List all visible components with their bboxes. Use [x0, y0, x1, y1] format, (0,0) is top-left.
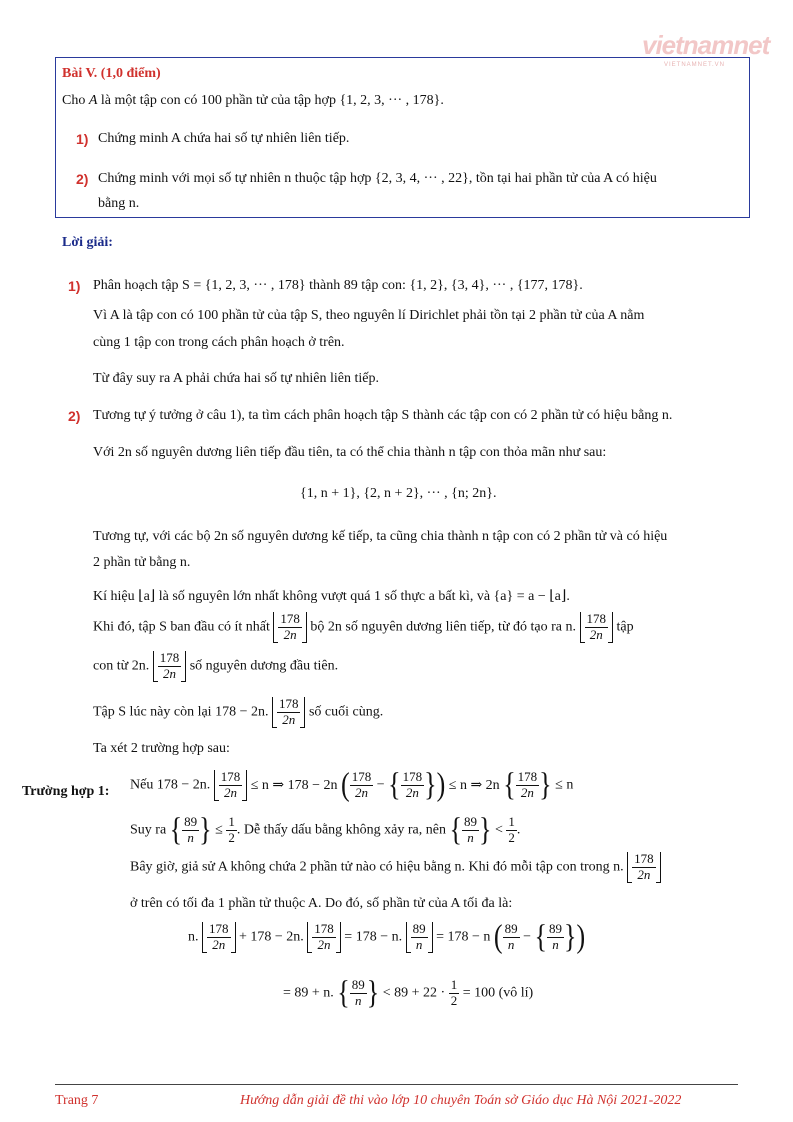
problem-item2-line1: Chứng minh với mọi số tự nhiên n thuộc tập hợp {2, 3, 4, ··· , 22}, tồn tại hai phần tử của A có hiệu: [98, 171, 657, 186]
logo-text: vietnamnet: [642, 30, 770, 60]
solution-p2-line1: Tương tự ý tưởng ở câu 1), ta tìm cách phân hoạch tập S thành các tập con có 2 phần tử có hiệu bằng n.: [93, 408, 673, 423]
footer-title: Hướng dẫn giải đề thi vào lớp 10 chuyên Toán sở Giáo dục Hà Nội 2021-2022: [240, 1093, 682, 1108]
floor-178-over-2n: $\frac{178}{2n}$: [272, 697, 306, 728]
solution-part1-number: 1): [68, 278, 81, 294]
solution-p2-partition: {1, n + 1}, {2, n + 2}, ··· , {n; 2n}.: [300, 486, 497, 501]
floor-178-over-2n: $\frac{178}{2n}$: [580, 612, 614, 643]
case1-line3: Bây giờ, giả sử A không chứa 2 phần tử nào có hiệu bằng n. Khi đó mỗi tập con trong n. $\frac{178}{2n}$: [130, 852, 661, 883]
solution-p1-line1: Phân hoạch tập S = {1, 2, 3, ··· , 178} thành 89 tập con: {1, 2}, {3, 4}, ··· , {177, 178}.: [93, 278, 583, 293]
problem-title: Bài V. (1,0 điểm): [62, 66, 161, 81]
case1-line2: Suy ra { $\frac{89}{n}$ } ≤ $\frac{1}{2}$ . Dễ thấy dấu bằng không xảy ra, nên { $\frac{89}{n}$ } < $\frac{1}{2}$ .: [130, 811, 521, 848]
solution-p2-floor-definition: Kí hiệu ⌊a⌋ là số nguyên lớn nhất không vượt quá 1 số thực a bất kì, và {a} = a − ⌊a⌋.: [93, 589, 570, 604]
solution-p1-line3: cùng 1 tập con trong cách phân hoạch ở trên.: [93, 335, 345, 350]
solution-p2-line2: Với 2n số nguyên dương liên tiếp đầu tiên, ta có thể chia thành n tập con thỏa mãn như sau:: [93, 445, 607, 460]
solution-p2-line6: Khi đó, tập S ban đầu có ít nhất $\frac{178}{2n}$ bộ 2n số nguyên dương liên tiếp, từ đó tạo ra n. $\frac{178}{2n}$ tập: [93, 611, 634, 642]
solution-p2-line3: Tương tự, với các bộ 2n số nguyên dương kế tiếp, ta cũng chia thành n tập con có 2 phần tử và có hiệu: [93, 529, 668, 544]
solution-p2-line4: 2 phần tử bằng n.: [93, 555, 191, 570]
logo-subtext: VIETNAMNET.VN: [664, 62, 726, 68]
solution-p2-line9: Ta xét 2 trường hợp sau:: [93, 741, 230, 756]
problem-item1-number: 1): [76, 131, 89, 147]
solution-part2-number: 2): [68, 408, 81, 424]
case1-label: Trường hợp 1:: [22, 784, 110, 799]
solution-p2-line8: Tập S lúc này còn lại 178 − 2n. $\frac{178}{2n}$ số cuối cùng.: [93, 696, 384, 727]
case1-line1: Nếu 178 − 2n. $\frac{178}{2n}$ ≤ n ⇒ 178 − 2n ( $\frac{178}{2n}$ − { $\frac{178}{2n}$ }) ≤ n ⇒ 2n { $\frac{178}{2n}$ } ≤ n: [130, 766, 574, 803]
problem-item2-line2: bằng n.: [98, 196, 140, 211]
footer-page-number: Trang 7: [55, 1093, 99, 1108]
problem-intro: Cho A là một tập con có 100 phần tử của tập hợp {1, 2, 3, ··· , 178}.: [62, 93, 444, 108]
solution-title: Lời giải:: [62, 235, 113, 250]
solution-p2-line7: con từ 2n. $\frac{178}{2n}$ số nguyên dương đầu tiên.: [93, 650, 339, 681]
case1-line4: ở trên có tối đa 1 phần tử thuộc A. Do đó, số phần tử của A tối đa là:: [130, 896, 513, 911]
solution-p1-line2: Vì A là tập con có 100 phần tử của tập S, theo nguyên lí Dirichlet phải tồn tại 2 phần tử của A nằm: [93, 308, 645, 323]
case1-equation1: n. $\frac{178}{2n}$ + 178 − 2n. $\frac{178}{2n}$ = 178 − n. $\frac{89}{n}$ = 178 − n ( $\frac{89}{n}$ − { $\frac{89}{n}$ }): [188, 918, 586, 955]
problem-item1-text: Chứng minh A chứa hai số tự nhiên liên tiếp.: [98, 131, 350, 146]
problem-item2-number: 2): [76, 171, 89, 187]
floor-178-over-2n: $\frac{178}{2n}$: [153, 651, 187, 682]
case1-equation2: = 89 + n. { $\frac{89}{n}$ } < 89 + 22 · $\frac{1}{2}$ = 100 (vô lí): [283, 974, 534, 1011]
footer-divider: [55, 1084, 738, 1085]
floor-178-over-2n: $\frac{178}{2n}$: [273, 612, 307, 643]
solution-p1-line4: Từ đây suy ra A phải chứa hai số tự nhiên liên tiếp.: [93, 371, 379, 386]
